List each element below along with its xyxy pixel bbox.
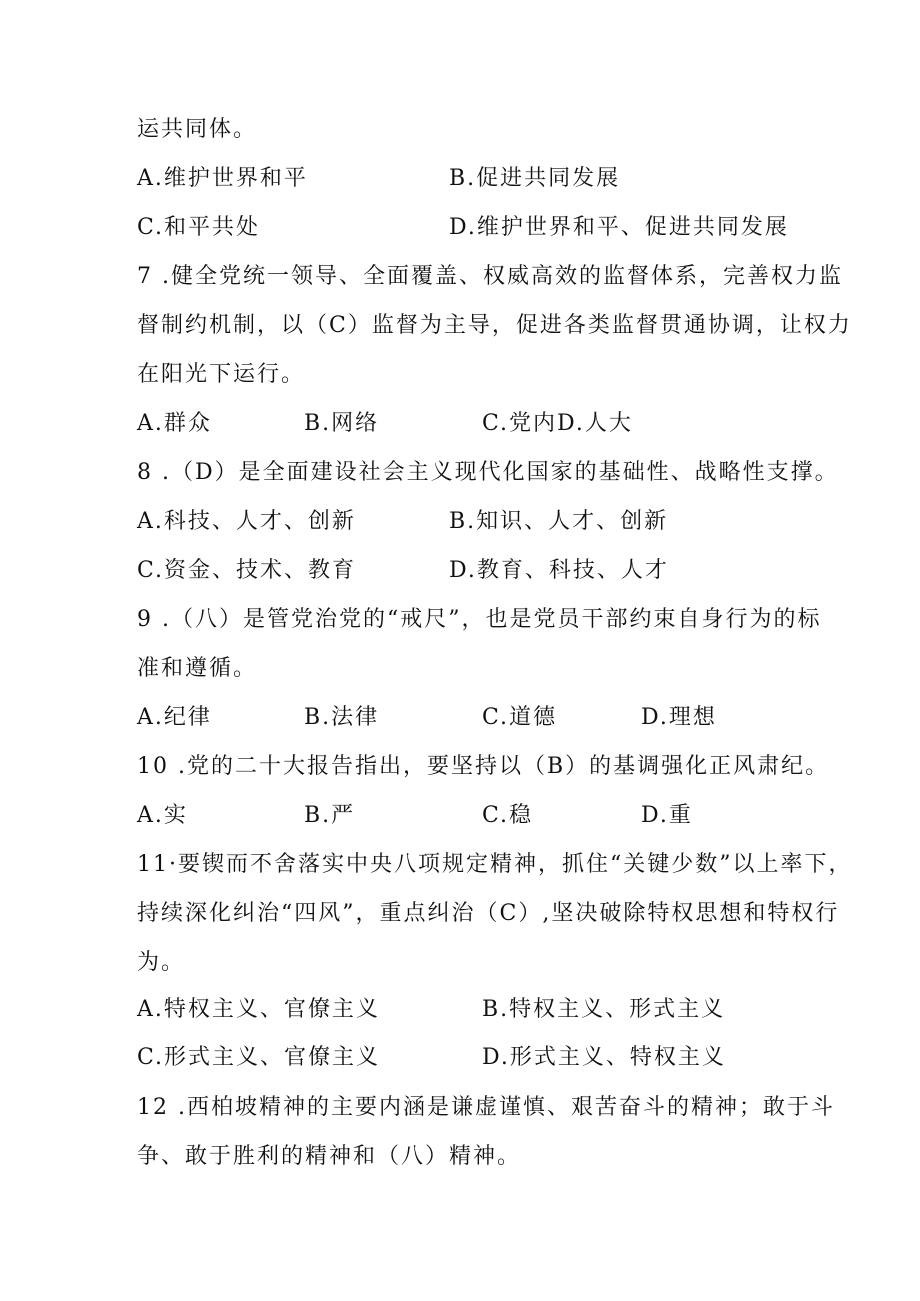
question-7-line-1: 7 .健全党统一领导、全面覆盖、权威高效的监督体系，完善权力监: [137, 264, 843, 289]
question-10-line-1: 10 .党的二十大报告指出，要坚持以（B）的基调强化正风肃纪。: [137, 754, 830, 779]
option-d: D.重: [641, 803, 693, 828]
option-a: A.维护世界和平: [137, 166, 308, 191]
option-d: D.理想: [641, 705, 717, 730]
option-c: C.和平共处: [137, 215, 261, 240]
option-c: C.稳: [482, 803, 534, 828]
option-d: D.教育、科技、人才: [449, 558, 669, 583]
option-c: C.形式主义、官僚主义: [137, 1045, 381, 1070]
option-a: A.纪律: [137, 705, 212, 730]
question-11-line-3: 为。: [137, 950, 186, 975]
question-7-line-3: 在阳光下运行。: [137, 362, 306, 387]
option-a: A.实: [137, 803, 188, 828]
option-b: B.知识、人才、创新: [449, 509, 669, 534]
text-line: 运共同体。: [137, 117, 258, 142]
question-9-line-2: 准和遵循。: [137, 656, 258, 681]
question-8-line-1: 8 .（D）是全面建设社会主义现代化国家的基础性、战略性支撑。: [137, 460, 839, 485]
option-b: B.特权主义、形式主义: [482, 997, 726, 1022]
option-c: C.资金、技术、教育: [137, 558, 357, 583]
question-11-line-2: 持续深化纠治“四风”，重点纠治（C）,坚决破除特权思想和特权行: [137, 901, 840, 926]
option-b: B.严: [304, 803, 356, 828]
question-7-line-2: 督制约机制，以（C）监督为主导，促进各类监督贯通协调，让权力: [137, 313, 852, 338]
option-cd: C.党内D.人大: [482, 411, 633, 436]
option-b: B.促进共同发展: [449, 166, 621, 191]
option-c: C.道德: [482, 705, 558, 730]
question-11-line-1: 11·要锲而不舍落实中央八项规定精神，抓住“关键少数”以上率下，: [137, 852, 853, 877]
option-d: D.形式主义、特权主义: [482, 1045, 726, 1070]
option-b: B.网络: [304, 411, 380, 436]
option-d: D.维护世界和平、促进共同发展: [449, 215, 789, 240]
option-b: B.法律: [304, 705, 380, 730]
option-a: A.群众: [137, 411, 212, 436]
question-12-line-2: 争、敢于胜利的精神和（八）精神。: [137, 1144, 522, 1169]
question-9-line-1: 9 .（八）是管党治党的“戒尺”，也是党员干部约束自身行为的标: [137, 607, 822, 632]
option-a: A.特权主义、官僚主义: [137, 997, 380, 1022]
option-a: A.科技、人才、创新: [137, 509, 356, 534]
question-12-line-1: 12 .西柏坡精神的主要内涵是谦虚谨慎、艰苦奋斗的精神；敢于斗: [137, 1095, 835, 1120]
